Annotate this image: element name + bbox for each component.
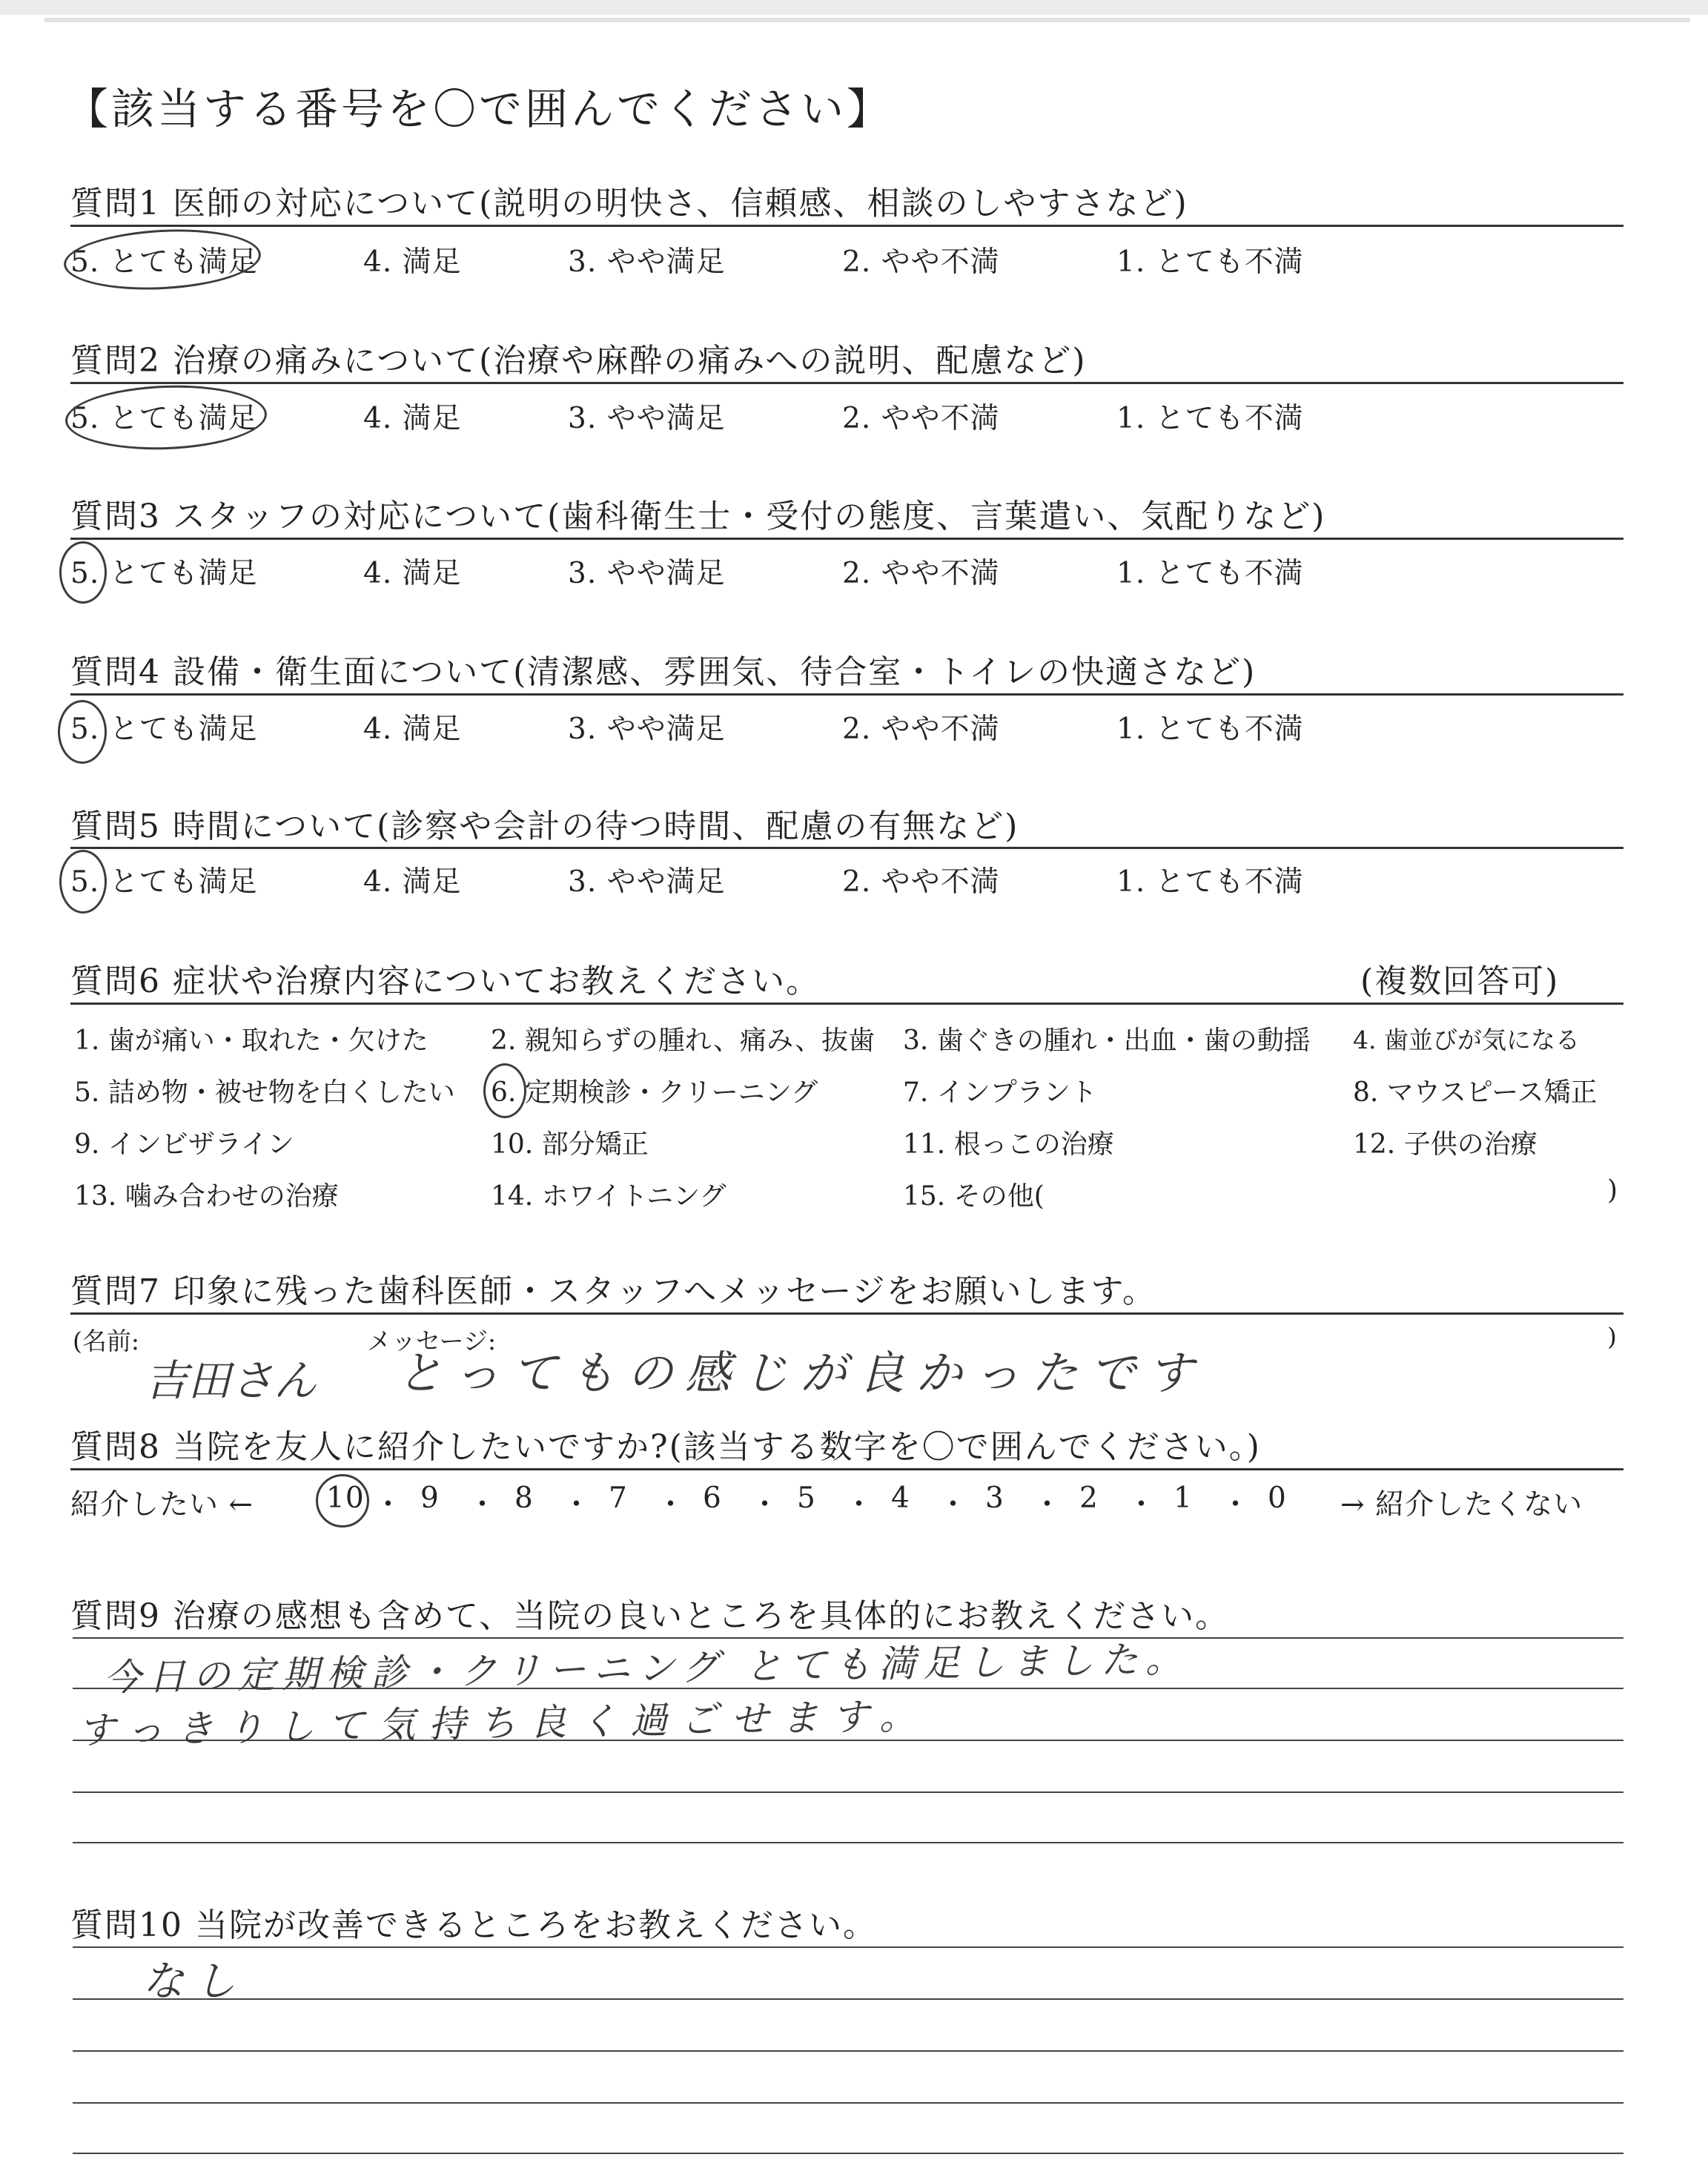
q7-name-label: (名前: xyxy=(73,1327,139,1355)
q6-option-7[interactable]: 7. インプラント xyxy=(903,1077,1097,1108)
q8-right-label: → 紹介したくない xyxy=(1340,1488,1583,1522)
scan-top-edge xyxy=(44,18,1690,22)
q3-option-2[interactable]: 2. やや不満 xyxy=(842,557,1000,590)
q2-option-1[interactable]: 1. とても不満 xyxy=(1116,402,1304,435)
question-3-rule xyxy=(70,538,1623,540)
question-8-label: 質問8 当院を友人に紹介したいですか?(該当する数字を〇で囲んでください。) xyxy=(70,1428,1261,1466)
q8-separator-dot: ・ xyxy=(1127,1488,1157,1522)
q10-answer-line-2 xyxy=(73,1998,1623,2000)
q1-option-4[interactable]: 4. 満足 xyxy=(363,245,462,279)
q1-option-1[interactable]: 1. とても不満 xyxy=(1116,245,1304,279)
q8-scale xyxy=(326,1482,1320,1522)
q7-message-label: メッセージ: xyxy=(367,1327,497,1355)
q4-option-1[interactable]: 1. とても不満 xyxy=(1116,713,1304,746)
question-7-rule xyxy=(70,1312,1623,1315)
question-4-rule xyxy=(70,693,1623,696)
q6-option-4[interactable]: 4. 歯並びが気になる xyxy=(1353,1025,1580,1054)
q8-number-10[interactable]: 10 xyxy=(326,1482,365,1515)
q9-handwritten-line-1[interactable]: 今日の定期検診・クリーニング とても満足しました。 xyxy=(103,1637,1191,1700)
q8-separator-dot: ・ xyxy=(656,1488,686,1522)
q7-name-handwritten[interactable]: 吉田さん xyxy=(145,1355,317,1406)
q6-option-13[interactable]: 13. 噛み合わせの治療 xyxy=(74,1181,339,1212)
question-6-rule xyxy=(70,1003,1623,1005)
q5-option-3[interactable]: 3. やや満足 xyxy=(568,865,726,899)
page-title: 【該当する番号を〇で囲んでください】 xyxy=(65,84,893,134)
q1-selection-circle xyxy=(62,225,262,294)
q4-option-3[interactable]: 3. やや満足 xyxy=(568,713,726,746)
question-7-label: 質問7 印象に残った歯科医師・スタッフへメッセージをお願いします。 xyxy=(70,1272,1156,1310)
q6-option-10[interactable]: 10. 部分矯正 xyxy=(491,1129,649,1160)
q8-number-1[interactable]: 1 xyxy=(1174,1482,1193,1515)
q9-handwritten-line-2[interactable]: すっきりして気持ち良く過ごせます。 xyxy=(77,1694,930,1753)
q8-separator-dot: ・ xyxy=(1033,1488,1063,1522)
q8-left-label: 紹介したい ← xyxy=(70,1488,254,1522)
question-3-label: 質問3 スタッフの対応について(歯科衛生士・受付の態度、言葉遣い、気配りなど) xyxy=(70,498,1326,535)
question-1-label: 質問1 医師の対応について(説明の明快さ、信頼感、相談のしやすさなど) xyxy=(70,185,1188,222)
question-2-rule xyxy=(70,382,1623,384)
q7-close: ) xyxy=(1607,1322,1617,1351)
q3-selection-circle xyxy=(59,541,107,604)
q7-message-handwritten[interactable]: とってもの感じが良かったです xyxy=(397,1346,1205,1400)
q2-option-5[interactable]: 5. とても満足 xyxy=(70,402,258,435)
q3-option-1[interactable]: 1. とても不満 xyxy=(1116,557,1304,590)
q5-option-2[interactable]: 2. やや不満 xyxy=(842,865,1000,899)
q6-selection-circle xyxy=(483,1063,526,1118)
question-4-label: 質問4 設備・衛生面について(清潔感、雰囲気、待合室・トイレの快適さなど) xyxy=(70,653,1257,691)
q3-option-5[interactable]: 5. とても満足 xyxy=(70,557,258,590)
question-2-label: 質問2 治療の痛みについて(治療や麻酔の痛みへの説明、配慮など) xyxy=(70,342,1087,380)
question-10-label: 質問10 当院が改善できるところをお教えください。 xyxy=(70,1906,877,1944)
q1-option-5[interactable]: 5. とても満足 xyxy=(70,245,258,279)
q2-selection-circle xyxy=(64,382,268,452)
q6-option-8[interactable]: 8. マウスピース矯正 xyxy=(1353,1077,1598,1108)
q10-answer-line-3 xyxy=(73,2050,1623,2052)
q3-option-3[interactable]: 3. やや満足 xyxy=(568,557,726,590)
q8-number-2[interactable]: 2 xyxy=(1079,1482,1099,1515)
q4-option-4[interactable]: 4. 満足 xyxy=(363,713,462,746)
q5-option-5[interactable]: 5. とても満足 xyxy=(70,865,258,899)
scan-top-band xyxy=(0,0,1708,15)
q6-option-1[interactable]: 1. 歯が痛い・取れた・欠けた xyxy=(74,1025,428,1056)
question-1-rule xyxy=(70,225,1623,227)
q6-option-15[interactable]: 15. その他( xyxy=(903,1181,1045,1212)
q8-number-4[interactable]: 4 xyxy=(891,1482,910,1515)
q8-separator-dot: ・ xyxy=(844,1488,875,1522)
q6-option-6[interactable]: 6. 定期検診・クリーニング xyxy=(491,1077,818,1108)
question-5-label: 質問5 時間について(診察や会計の待つ時間、配慮の有無など) xyxy=(70,807,1019,845)
q8-selection-circle xyxy=(316,1474,369,1527)
q8-separator-dot: ・ xyxy=(562,1488,592,1522)
q6-option-11[interactable]: 11. 根っこの治療 xyxy=(903,1129,1114,1160)
q8-number-0[interactable]: 0 xyxy=(1268,1482,1287,1515)
q4-selection-circle xyxy=(58,700,107,764)
q6-option-9[interactable]: 9. インビザライン xyxy=(74,1129,294,1160)
q6-option-5[interactable]: 5. 詰め物・被せ物を白くしたい xyxy=(74,1077,455,1108)
q5-option-1[interactable]: 1. とても不満 xyxy=(1116,865,1304,899)
q8-number-8[interactable]: 8 xyxy=(514,1482,534,1515)
q10-answer-line-4 xyxy=(73,2102,1623,2104)
q8-separator-dot: ・ xyxy=(1221,1488,1251,1522)
q5-option-4[interactable]: 4. 満足 xyxy=(363,865,462,899)
q2-option-2[interactable]: 2. やや不満 xyxy=(842,402,1000,435)
q1-option-3[interactable]: 3. やや満足 xyxy=(568,245,726,279)
q5-selection-circle xyxy=(59,850,107,914)
q2-option-3[interactable]: 3. やや満足 xyxy=(568,402,726,435)
q8-separator-dot: ・ xyxy=(374,1488,404,1522)
q8-separator-dot: ・ xyxy=(468,1488,498,1522)
question-6-label: 質問6 症状や治療内容についてお教えください。 xyxy=(70,962,821,1000)
question-5-rule xyxy=(70,847,1623,849)
question-6-note: (複数回答可) xyxy=(1360,962,1560,1000)
q2-option-4[interactable]: 4. 満足 xyxy=(363,402,462,435)
question-9-label: 質問9 治療の感想も含めて、当院の良いところを具体的にお教えください。 xyxy=(70,1597,1230,1635)
q8-number-6[interactable]: 6 xyxy=(703,1482,722,1515)
question-8-rule xyxy=(70,1468,1623,1470)
q3-option-4[interactable]: 4. 満足 xyxy=(363,557,462,590)
q4-option-2[interactable]: 2. やや不満 xyxy=(842,713,1000,746)
q10-answer-line-5 xyxy=(73,2153,1623,2154)
q9-answer-line-4 xyxy=(73,1791,1623,1793)
q6-option-3[interactable]: 3. 歯ぐきの腫れ・出血・歯の動揺 xyxy=(903,1025,1311,1056)
q8-number-9[interactable]: 9 xyxy=(420,1482,440,1515)
q8-number-7[interactable]: 7 xyxy=(609,1482,628,1515)
q6-option-15-close: ) xyxy=(1607,1175,1618,1206)
q6-option-12[interactable]: 12. 子供の治療 xyxy=(1353,1129,1537,1160)
q10-answer-line-1 xyxy=(73,1946,1623,1948)
q10-handwritten-answer[interactable]: なし xyxy=(142,1958,246,2006)
q9-answer-line-5 xyxy=(73,1842,1623,1843)
q8-number-5[interactable]: 5 xyxy=(797,1482,816,1515)
q8-separator-dot: ・ xyxy=(750,1488,781,1522)
q8-separator-dot: ・ xyxy=(939,1488,969,1522)
q4-option-5[interactable]: 5. とても満足 xyxy=(70,713,258,746)
q8-number-3[interactable]: 3 xyxy=(985,1482,1004,1515)
q6-option-2[interactable]: 2. 親知らずの腫れ、痛み、抜歯 xyxy=(491,1025,875,1056)
q1-option-2[interactable]: 2. やや不満 xyxy=(842,245,1000,279)
q6-option-14[interactable]: 14. ホワイトニング xyxy=(491,1181,726,1212)
